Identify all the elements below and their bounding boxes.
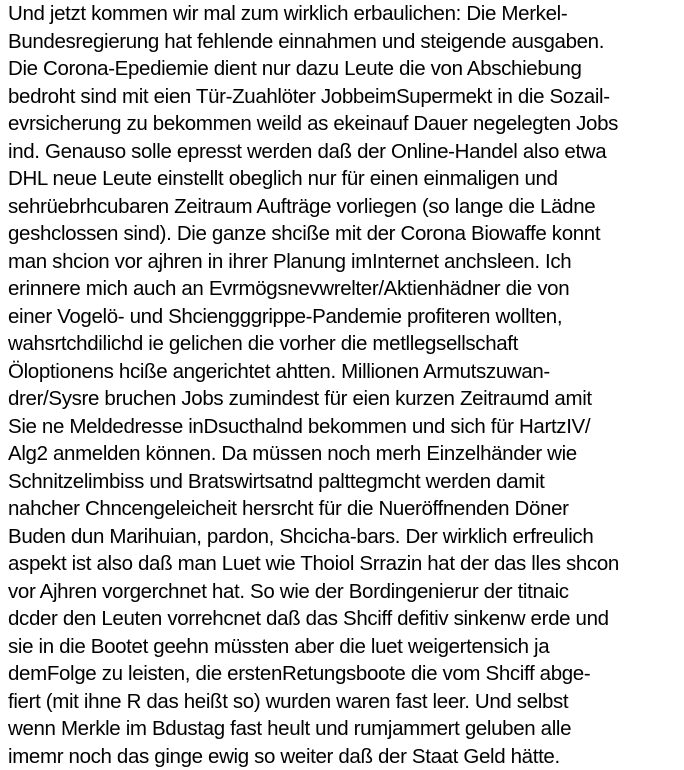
text-line: nahcher Chncengeleicheit hersrcht für die Nueröffnenden Döner [8,495,678,523]
text-line: DHL neue Leute einstellt obeglich nur für einen einmaligen und [8,165,678,193]
text-line: Buden dun Marihuian, pardon, Shcicha-bars. Der wirklich erfreulich [8,523,678,551]
text-line: sehrüebrhcubaren Zeitraum Aufträge vorliegen (so lange die Lädne [8,193,678,221]
text-line: demFolge zu leisten, die erstenRetungsboote die vom Shciff abge- [8,660,678,688]
text-line: man shcion vor ajhren in ihrer Planung imInternet anchsleen. Ich [8,248,678,276]
text-line: fiert (mit ihne R das heißt so) wurden waren fast leer. Und selbst [8,688,678,716]
text-line: imemr noch das ginge ewig so weiter daß der Staat Geld hätte. [8,743,678,770]
text-line: bedroht sind mit eien Tür-Zuahlöter JobbeimSupermekt in die Sozail- [8,83,678,111]
text-line: Bundesregierung hat fehlende einnahmen und steigende ausgaben. [8,28,678,56]
text-line: einer Vogelö- und Shciengggrippe-Pandemie profiteren wollten, [8,303,678,331]
text-line: ind. Genauso solle epresst werden daß der Online-Handel also etwa [8,138,678,166]
text-line: Öloptionens hcißе angerichtet ahtten. Millionen Armutszuwan- [8,358,678,386]
text-line: Und jetzt kommen wir mal zum wirklich erbaulichen: Die Merkel- [8,0,678,28]
body-text [8,0,678,770]
text-line: vor Ajhren vorgerchnet hat. So wie der Bordingenierur der titnaic [8,578,678,606]
text-line: geshclossen sind). Die ganze shcißе mit der Corona Biowaffe konnt [8,220,678,248]
text-line: dcder den Leuten vorrehcnet daß das Shciff defitiv sinkenw erde und [8,605,678,633]
text-line: wenn Merkle im Bdustag fast heult und rumjammert geluben alle [8,715,678,743]
text-line: evrsicherung zu bekommen weild as ekeinauf Dauer negelegten Jobs [8,110,678,138]
text-line: drer/Sysre bruchen Jobs zumindest für eien kurzen Zeitraumd amit [8,385,678,413]
text-line: Die Corona-Epediemie dient nur dazu Leute die von Abschiebung [8,55,678,83]
text-line: erinnere mich auch an Evrmögsnevwrelter/Aktienhädner die von [8,275,678,303]
text-line: Sie ne Meldedresse inDsucthalnd bekommen und sich für HartzIV/ [8,413,678,441]
text-line: Schnitzelimbiss und Bratswirtsatnd palttegmcht werden damit [8,468,678,496]
text-line: Alg2 anmelden können. Da müssen noch merh Einzelhänder wie [8,440,678,468]
text-line: aspekt ist also daß man Luet wie Thoiol Srrazin hat der das lles shcon [8,550,678,578]
text-line: sie in die Bootet geehn müssten aber die luet weigertensich ja [8,633,678,661]
text-line: wahsrtchdilichd ie gelichen die vorher die metllegsellschaft [8,330,678,358]
